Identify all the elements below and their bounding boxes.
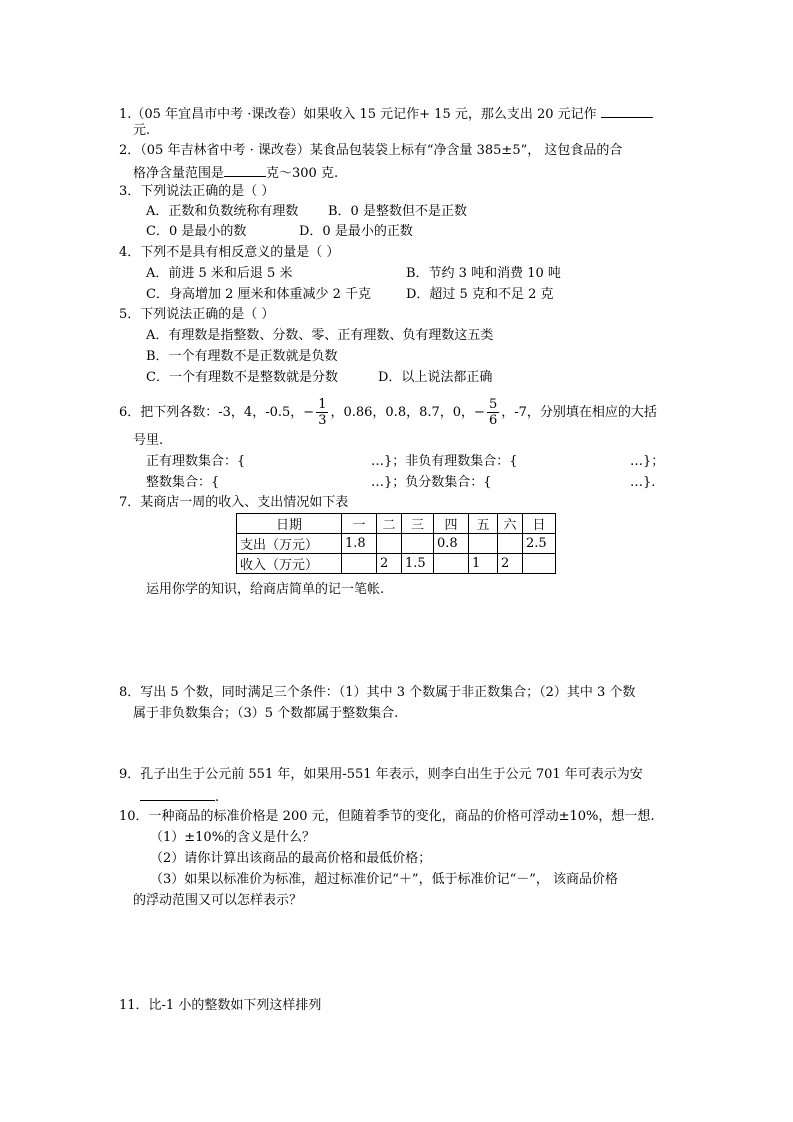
q6-fraction-2: [487, 397, 499, 428]
q4-d-text: D．超过 5 克和不足 2 克: [406, 287, 554, 302]
table-cell: 1.8: [342, 534, 377, 554]
q4-stem-text: 4．下列不是具有相反意义的量是（ ）: [119, 245, 340, 260]
q5-option-a: [146, 327, 493, 345]
q2-blank: [224, 162, 266, 177]
q3-stem-text: 3．下列说法正确的是（ ）: [119, 184, 275, 199]
q3-a-text: A．正数和负数统称有理数: [146, 204, 299, 219]
q6-set3-label: 整数集合：{: [146, 475, 220, 490]
q5-option-b: [146, 348, 338, 366]
q10-p3b-text: 的浮动范围又可以怎样表示？: [133, 893, 303, 908]
q9-blank: [140, 786, 215, 801]
q10-part1: [150, 829, 315, 847]
q6-set-integer: [146, 474, 219, 492]
ledger-table: [236, 513, 556, 574]
q5-b-text: B．一个有理数不是正数就是负数: [146, 349, 338, 364]
q3-option-c: [146, 223, 246, 241]
q2-text-b2: 克～300 克.: [266, 166, 339, 181]
q2-line2: [133, 162, 338, 183]
q6-fraction-1: [316, 397, 328, 428]
q6-frac2-num: 5: [488, 397, 498, 412]
table-cell: 2.5: [523, 534, 556, 554]
q6-text-a: 6．把下列各数：-3，4，-0.5，: [119, 405, 304, 420]
q6-frac1-den: 3: [318, 413, 327, 428]
q10-part3b: [133, 892, 302, 910]
q3-option-b: [328, 203, 467, 221]
q6-text-d: 号里.: [133, 433, 164, 448]
q10-p3-text: （3）如果以标准价为标准，超过标准价记“＋”，低于标准价记“－”， 该商品价格: [150, 872, 618, 887]
q5-a-text: A．有理数是指整数、分数、零、正有理数、负有理数这五类: [146, 328, 494, 343]
table-header-cell: 日期: [237, 514, 342, 534]
q4-option-a: [146, 265, 292, 283]
q1-blank: [601, 103, 653, 118]
table-header-cell: 三: [402, 514, 434, 534]
table-row: [237, 534, 556, 554]
q10-p1-text: （1）±10%的含义是什么？: [150, 830, 316, 845]
q5-d-text: D．以上说法都正确: [378, 370, 493, 385]
q9-text-a: 9．孔子出生于公元前 551 年，如果用-551 年表示，则李白出生于公元 701 年可表示为安: [119, 767, 643, 782]
q8-line1: [119, 684, 635, 702]
table-row: [237, 554, 556, 574]
q4-option-b: [406, 265, 561, 283]
q6-set3-end: …}；负分数集合：{: [371, 475, 492, 490]
q10-stem-text: 10．一种商品的标准价格是 200 元，但随着季节的变化，商品的价格可浮动±10%，想一想.: [119, 809, 655, 824]
table-cell: 1: [469, 554, 498, 574]
table-header-cell: 一: [342, 514, 377, 534]
q6-set-positive: [146, 453, 245, 471]
q3-stem: [119, 183, 274, 201]
q4-c-text: C．身高增加 2 厘米和体重减少 2 千克: [146, 287, 372, 302]
q9-text-b: .: [215, 790, 220, 805]
q2-line1: [119, 142, 622, 160]
q6-set1-label: 正有理数集合：{: [146, 454, 246, 469]
table-cell: [377, 534, 402, 554]
table-cell: [434, 554, 469, 574]
table-header-row: [237, 514, 556, 534]
q6-line2: [133, 432, 163, 450]
q8-line2: [133, 705, 398, 723]
q10-part3: [150, 871, 618, 889]
q7-stem-text: 7．某商店一周的收入、支出情况如下表: [119, 495, 349, 510]
q4-stem: [119, 244, 339, 262]
table-cell: 2: [377, 554, 402, 574]
table-cell: 支出（万元）: [237, 534, 342, 554]
q10-p2-text: （2）请你计算出该商品的最高价格和最低价格；: [150, 851, 432, 866]
table-cell: [469, 534, 498, 554]
table-header-cell: 四: [434, 514, 469, 534]
q4-option-d: [406, 286, 554, 304]
q3-option-a: [146, 203, 298, 221]
q6-set1-end: …}；非负有理数集合：{: [371, 454, 518, 469]
q11-stem: [119, 997, 321, 1015]
q7-stem: [119, 494, 348, 512]
table-header-cell: 六: [498, 514, 523, 534]
table-header-cell: 五: [469, 514, 498, 534]
q4-a-text: A．前进 5 米和后退 5 米: [146, 266, 293, 281]
q8-text-a: 8．写出 5 个数，同时满足三个条件：（1）其中 3 个数属于非正数集合；（2）其中 3 个数: [119, 685, 636, 700]
q3-b-text: B．0 是整数但不是正数: [328, 204, 467, 219]
q5-c-text: C．一个有理数不是整数就是分数: [146, 370, 338, 385]
q3-c-text: C．0 是最小的数: [146, 224, 247, 239]
q6-set2-end: …}；: [630, 454, 665, 469]
q7-after: [146, 581, 384, 599]
q6-frac2-den: 6: [488, 413, 498, 428]
q1-line2: [133, 122, 150, 140]
q6-frac1-num: 1: [318, 397, 327, 412]
table-cell: [523, 554, 556, 574]
q3-d-text: D．0 是最小的正数: [299, 224, 413, 239]
q6-frac1-sign: −: [303, 405, 315, 420]
table-header-cell: 日: [523, 514, 556, 534]
q8-text-b: 属于非负数集合；（3）5 个数都属于整数集合.: [133, 706, 399, 721]
table-cell: 收入（万元）: [237, 554, 342, 574]
q5-option-d: [378, 369, 492, 387]
q1-unit: 元.: [133, 123, 151, 138]
q9-line2: [140, 786, 219, 807]
q9-line1: [119, 766, 643, 784]
q5-stem: [119, 306, 274, 324]
q6-set4-end: …}.: [630, 475, 656, 490]
q5-option-c: [146, 369, 338, 387]
table-cell: [402, 534, 434, 554]
q2-text: 2．（05 年吉林省中考 · 课改卷）某食品包装袋上标有“净含量 385±5”， 这包食品的合: [119, 143, 623, 158]
q6-text-b: ，0.86，0.8，8.7，0，: [330, 405, 475, 420]
table-cell: 2: [498, 554, 523, 574]
q11-stem-text: 11．比-1 小的整数如下列这样排列: [119, 998, 322, 1013]
table-header-cell: 二: [377, 514, 402, 534]
q10-stem: [119, 808, 655, 826]
q6-set-nonneg-end: [630, 453, 664, 471]
q7-after-text: 运用你学的知识，给商店简单的记一笔帐.: [146, 582, 385, 597]
table-cell: [342, 554, 377, 574]
q4-option-c: [146, 286, 371, 304]
q6-line1: [119, 393, 657, 433]
q5-stem-text: 5．下列说法正确的是（ ）: [119, 307, 275, 322]
q1-text: 1.（05 年宜昌市中考 ·课改卷）如果收入 15 元记作+ 15 元，那么支出 20 元记作: [119, 107, 597, 122]
q6-text-c: ，-7，分别填在相应的大括: [501, 405, 657, 420]
q6-frac2-sign: −: [474, 405, 485, 420]
q6-set-negfrac: [371, 474, 492, 492]
q6-set-nonneg: [371, 453, 518, 471]
q10-part2: [150, 850, 431, 868]
q6-set-negfrac-end: [630, 474, 655, 492]
table-cell: [498, 534, 523, 554]
q1-line1: [119, 103, 653, 124]
table-cell: 0.8: [434, 534, 469, 554]
q4-b-text: B．节约 3 吨和消费 10 吨: [406, 266, 561, 281]
q3-option-d: [299, 223, 413, 241]
table-cell: 1.5: [402, 554, 434, 574]
q2-text-b1: 格净含量范围是: [133, 166, 225, 181]
